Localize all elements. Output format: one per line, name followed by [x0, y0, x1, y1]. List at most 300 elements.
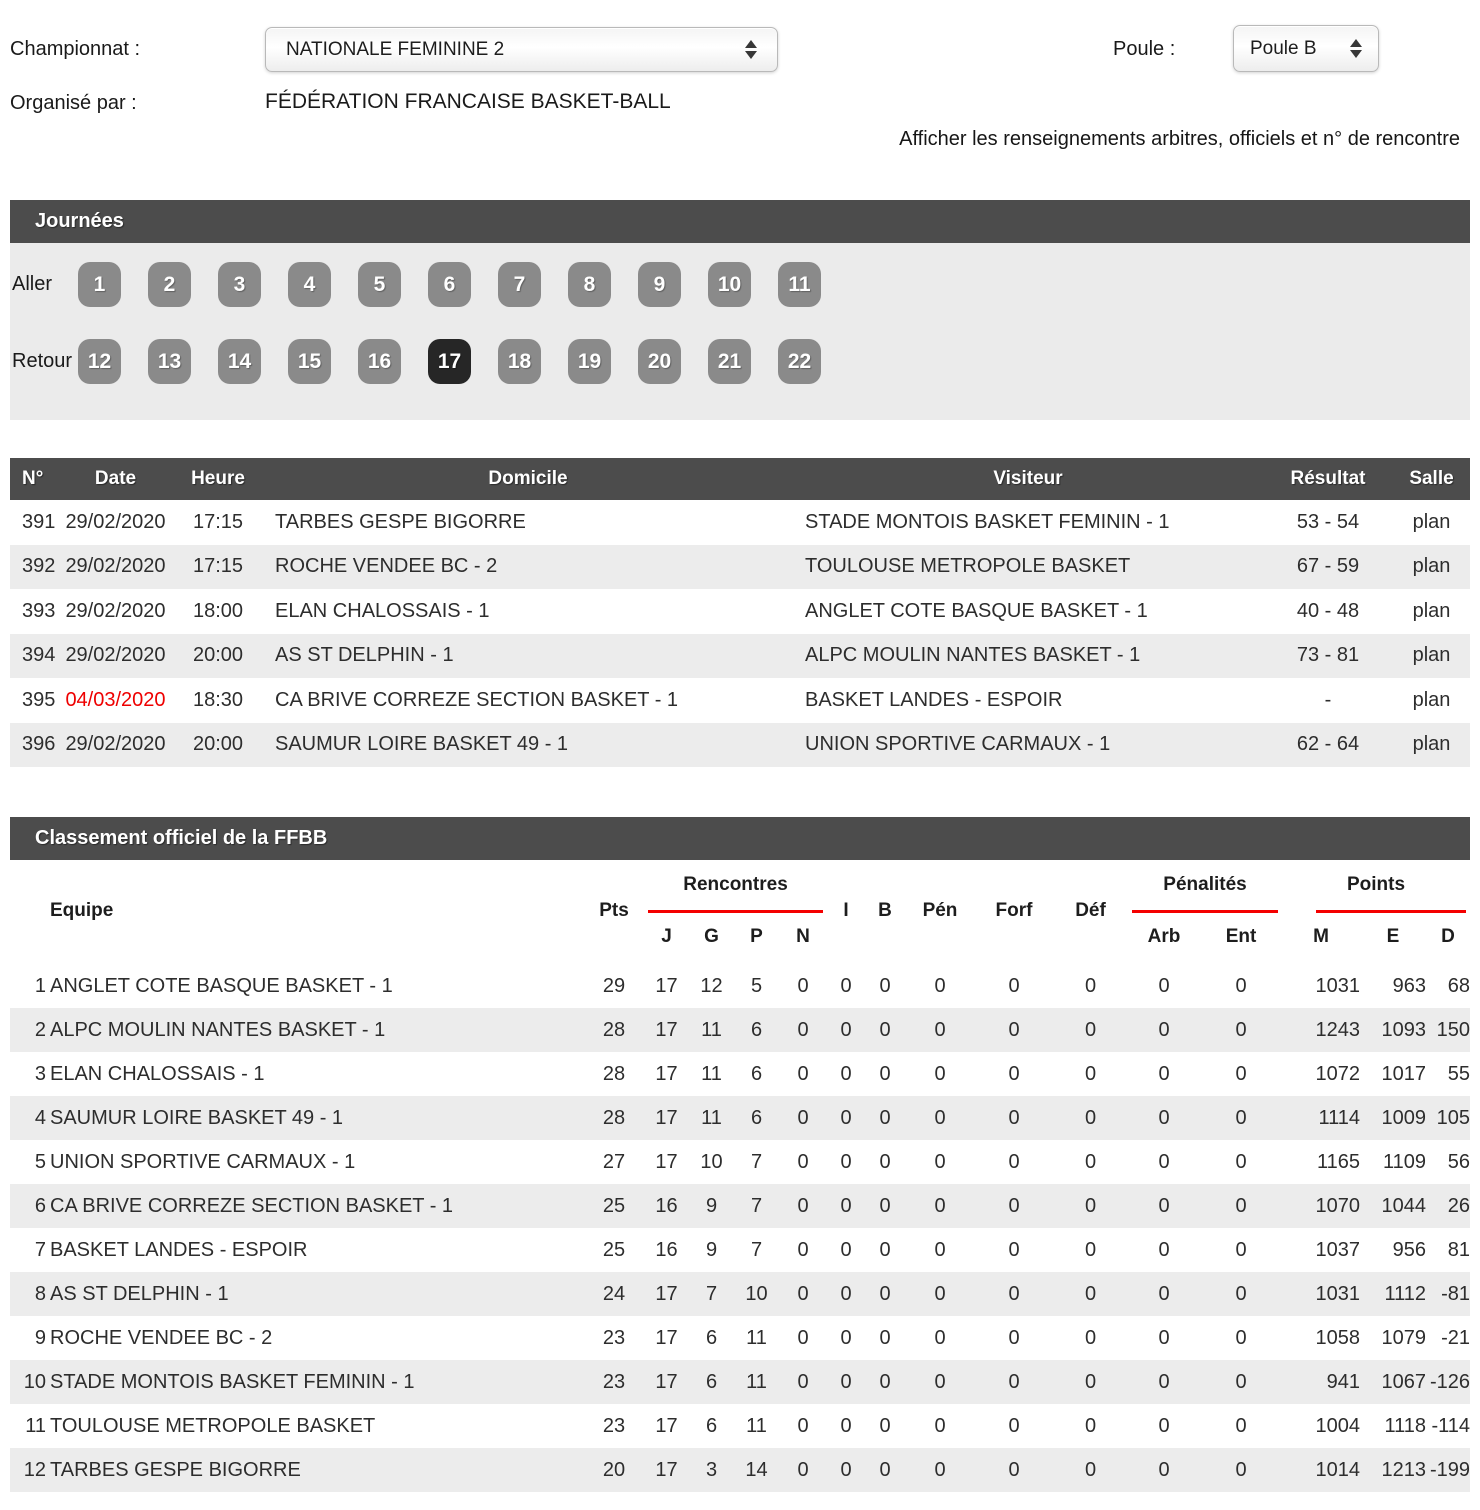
standing-d: -114	[1431, 1414, 1470, 1437]
standing-team: CA BRIVE CORREZE SECTION BASKET - 1	[50, 1194, 454, 1217]
standing-d: -199	[1429, 1458, 1470, 1481]
standing-i: 0	[840, 1370, 852, 1393]
standing-n: 0	[797, 1238, 809, 1261]
standing-d: 55	[1447, 1062, 1470, 1085]
standing-m: 1014	[1315, 1458, 1360, 1481]
standing-m: 1114	[1318, 1106, 1360, 1129]
standing-pts: 29	[602, 974, 626, 997]
home-team: CA BRIVE CORREZE SECTION BASKET - 1	[275, 688, 679, 711]
standing-j: 16	[655, 1238, 678, 1261]
standing-ent: 0	[1235, 1106, 1247, 1129]
col-arb: Arb	[1147, 926, 1181, 947]
standing-forf: 0	[1008, 1106, 1020, 1129]
match-time: 18:00	[192, 599, 244, 622]
standing-pen: 0	[934, 1414, 946, 1437]
standing-pen: 0	[934, 1150, 946, 1173]
retour-buttons	[78, 339, 821, 384]
match-row	[10, 589, 1470, 634]
standing-e: 1213	[1381, 1458, 1426, 1481]
standing-d: 105	[1436, 1106, 1470, 1129]
standing-b: 0	[879, 1414, 891, 1437]
standing-row	[10, 1096, 1470, 1140]
match-date: 29/02/2020	[65, 644, 166, 667]
poule-select[interactable]	[1233, 25, 1379, 72]
journee-button-18[interactable]: 18	[498, 339, 541, 384]
standing-e: 1067	[1381, 1370, 1426, 1393]
match-row	[10, 545, 1470, 590]
standing-p: 10	[745, 1282, 768, 1305]
organise-label: Organisé par :	[10, 92, 137, 114]
standing-pts: 27	[602, 1150, 626, 1173]
standing-team: ROCHE VENDEE BC - 2	[50, 1326, 273, 1349]
standing-n: 0	[797, 1106, 809, 1129]
standing-arb: 0	[1158, 1238, 1170, 1261]
standing-i: 0	[840, 1458, 852, 1481]
plan-link[interactable]: plan	[1412, 733, 1451, 756]
standing-b: 0	[879, 1106, 891, 1129]
match-date: 29/02/2020	[65, 510, 166, 533]
standing-n: 0	[797, 1194, 809, 1217]
standing-e: 956	[1392, 1238, 1426, 1261]
standing-d: -81	[1441, 1282, 1470, 1305]
journees-title: Journées	[10, 200, 1470, 243]
standing-i: 0	[840, 1062, 852, 1085]
match-number: 396	[22, 733, 56, 756]
filter-area	[0, 0, 1480, 200]
standing-b: 0	[879, 1238, 891, 1261]
standing-forf: 0	[1008, 1458, 1020, 1481]
standing-rank: 1	[34, 974, 46, 997]
group-rencontres: Rencontres	[683, 874, 788, 895]
standing-j: 17	[655, 974, 678, 997]
standing-b: 0	[879, 1370, 891, 1393]
standing-arb: 0	[1158, 974, 1170, 997]
standing-arb: 0	[1158, 1370, 1170, 1393]
select-arrows-icon	[745, 40, 757, 59]
standing-row	[10, 1272, 1470, 1316]
penalites-underline	[1132, 910, 1278, 913]
standing-team: AS ST DELPHIN - 1	[50, 1282, 229, 1305]
standing-j: 17	[655, 1458, 678, 1481]
match-number: 391	[22, 510, 56, 533]
standing-pen: 0	[934, 1018, 946, 1041]
home-team: TARBES GESPE BIGORRE	[275, 510, 526, 533]
standing-pen: 0	[934, 1106, 946, 1129]
standing-i: 0	[840, 1194, 852, 1217]
standing-row	[10, 1184, 1470, 1228]
standing-ent: 0	[1235, 1018, 1247, 1041]
journee-button-19[interactable]: 19	[568, 339, 611, 384]
standing-pen: 0	[934, 1238, 946, 1261]
plan-link[interactable]: plan	[1412, 599, 1451, 622]
standing-team: ALPC MOULIN NANTES BASKET - 1	[50, 1018, 386, 1041]
visitor-team: UNION SPORTIVE CARMAUX - 1	[805, 733, 1111, 756]
standing-def: 0	[1084, 1194, 1097, 1217]
afficher-renseignements-link[interactable]: Afficher les renseignements arbitres, officiels et n° de rencontre	[899, 128, 1460, 150]
col-def: Déf	[1075, 900, 1106, 921]
journee-button-20[interactable]: 20	[638, 339, 681, 384]
standing-ent: 0	[1235, 1370, 1247, 1393]
standing-ent: 0	[1235, 1150, 1247, 1173]
standing-d: 56	[1447, 1150, 1470, 1173]
standing-ent: 0	[1235, 1282, 1247, 1305]
journee-button-13[interactable]: 13	[148, 339, 191, 384]
journee-button-4[interactable]: 4	[288, 262, 331, 307]
standing-p: 11	[746, 1414, 767, 1437]
standing-team: SAUMUR LOIRE BASKET 49 - 1	[50, 1106, 344, 1129]
journee-button-3[interactable]: 3	[218, 262, 261, 307]
standing-rank: 5	[34, 1150, 46, 1173]
standing-p: 7	[750, 1194, 763, 1217]
standing-j: 17	[655, 1062, 678, 1085]
standing-team: ELAN CHALOSSAIS - 1	[50, 1062, 265, 1085]
visitor-team: ANGLET COTE BASQUE BASKET - 1	[805, 599, 1148, 622]
match-time: 20:00	[192, 644, 244, 667]
standing-i: 0	[840, 1282, 852, 1305]
standing-forf: 0	[1008, 1018, 1020, 1041]
standing-g: 9	[705, 1238, 718, 1261]
standing-p: 6	[750, 1018, 763, 1041]
standing-arb: 0	[1158, 1194, 1170, 1217]
journee-button-9[interactable]: 9	[638, 262, 681, 307]
standing-ent: 0	[1235, 1238, 1247, 1261]
standing-b: 0	[879, 1458, 891, 1481]
standing-pen: 0	[934, 1458, 946, 1481]
col-pts: Pts	[599, 900, 629, 921]
standing-n: 0	[797, 1282, 809, 1305]
standing-p: 6	[750, 1106, 763, 1129]
journees-panel	[10, 200, 1470, 420]
standing-j: 17	[655, 1106, 678, 1129]
standing-pen: 0	[934, 1194, 946, 1217]
standing-j: 17	[655, 1150, 678, 1173]
match-score: 67 - 59	[1296, 555, 1360, 578]
journee-button-17[interactable]: 17	[428, 339, 471, 384]
standing-pen: 0	[934, 1062, 946, 1085]
journee-button-21[interactable]: 21	[708, 339, 751, 384]
match-date: 29/02/2020	[65, 733, 166, 756]
match-row	[10, 634, 1470, 679]
match-date: 04/03/2020	[65, 688, 166, 711]
standing-d: 26	[1447, 1194, 1470, 1217]
standing-n: 0	[797, 1370, 809, 1393]
standing-def: 0	[1084, 1370, 1097, 1393]
standing-ent: 0	[1235, 1458, 1247, 1481]
standing-d: 81	[1447, 1238, 1470, 1261]
col-e: E	[1386, 926, 1400, 947]
standing-forf: 0	[1008, 1370, 1020, 1393]
standing-b: 0	[879, 1018, 891, 1041]
poule-select-value: Poule B	[1250, 37, 1317, 59]
standing-pen: 0	[934, 974, 946, 997]
standing-g: 7	[705, 1282, 718, 1305]
standing-pts: 24	[602, 1282, 626, 1305]
journee-button-1[interactable]: 1	[78, 262, 121, 307]
standing-arb: 0	[1158, 1106, 1170, 1129]
standing-def: 0	[1084, 1326, 1097, 1349]
standing-ent: 0	[1235, 1194, 1247, 1217]
retour-label: Retour	[12, 350, 73, 372]
standing-g: 11	[701, 1106, 722, 1129]
standing-b: 0	[879, 1194, 891, 1217]
standing-row	[10, 1140, 1470, 1184]
standing-i: 0	[840, 1150, 852, 1173]
standing-ent: 0	[1235, 1414, 1247, 1437]
standing-g: 11	[701, 1018, 722, 1041]
standing-p: 11	[746, 1326, 767, 1349]
group-penalites: Pénalités	[1163, 874, 1247, 895]
col-d: D	[1441, 926, 1455, 947]
match-time: 18:30	[192, 688, 244, 711]
standing-n: 0	[797, 1062, 809, 1085]
aller-label: Aller	[12, 273, 53, 295]
standing-b: 0	[879, 1282, 891, 1305]
col-ent: Ent	[1225, 926, 1257, 947]
standing-g: 10	[700, 1150, 723, 1173]
standing-p: 7	[750, 1238, 763, 1261]
standing-forf: 0	[1008, 1326, 1020, 1349]
classement-title: Classement officiel de la FFBB	[10, 817, 1470, 860]
journee-button-16[interactable]: 16	[358, 339, 401, 384]
standing-g: 12	[700, 974, 723, 997]
plan-link[interactable]: plan	[1412, 644, 1451, 667]
standing-pen: 0	[934, 1282, 946, 1305]
standing-pts: 28	[602, 1062, 626, 1085]
match-time: 17:15	[192, 555, 244, 578]
results-rows	[10, 500, 1470, 767]
standing-i: 0	[840, 1238, 852, 1261]
home-team: AS ST DELPHIN - 1	[275, 644, 454, 667]
match-number: 393	[22, 599, 56, 622]
standing-j: 17	[655, 1282, 678, 1305]
standing-p: 5	[750, 974, 763, 997]
col-j: J	[661, 926, 672, 947]
standing-forf: 0	[1008, 974, 1020, 997]
standing-forf: 0	[1008, 1238, 1020, 1261]
standing-pts: 25	[602, 1194, 626, 1217]
standing-forf: 0	[1008, 1150, 1020, 1173]
standing-arb: 0	[1158, 1282, 1170, 1305]
journee-button-5[interactable]: 5	[358, 262, 401, 307]
standing-def: 0	[1084, 1458, 1097, 1481]
match-score: 53 - 54	[1296, 510, 1360, 533]
championnat-select-value: NATIONALE FEMININE 2	[286, 38, 505, 60]
standing-arb: 0	[1158, 1414, 1170, 1437]
standing-rank: 6	[34, 1194, 46, 1217]
results-table	[10, 458, 1470, 767]
standing-row	[10, 964, 1470, 1008]
standing-arb: 0	[1158, 1458, 1170, 1481]
standing-n: 0	[797, 1150, 809, 1173]
standing-rank: 4	[34, 1106, 46, 1129]
standing-i: 0	[840, 974, 852, 997]
standing-ent: 0	[1235, 1062, 1247, 1085]
standing-rank: 8	[34, 1282, 46, 1305]
standing-row	[10, 1448, 1470, 1492]
journee-button-7[interactable]: 7	[498, 262, 541, 307]
standing-pts: 20	[602, 1458, 626, 1481]
poule-label: Poule :	[1113, 38, 1176, 60]
points-underline	[1316, 910, 1466, 913]
match-number: 392	[22, 555, 56, 578]
standing-row	[10, 1404, 1470, 1448]
journee-button-22[interactable]: 22	[778, 339, 821, 384]
standing-n: 0	[797, 1018, 809, 1041]
match-score: 62 - 64	[1296, 733, 1360, 756]
standing-def: 0	[1084, 1150, 1097, 1173]
standing-n: 0	[797, 1458, 809, 1481]
standing-ent: 0	[1235, 974, 1247, 997]
standing-g: 6	[705, 1326, 718, 1349]
standing-def: 0	[1084, 1414, 1097, 1437]
standing-def: 0	[1084, 974, 1097, 997]
standing-rank: 11	[25, 1414, 46, 1437]
classement-panel	[10, 817, 1470, 1492]
standing-m: 1031	[1315, 1282, 1360, 1305]
standing-forf: 0	[1008, 1282, 1020, 1305]
journee-button-15[interactable]: 15	[288, 339, 331, 384]
plan-link[interactable]: plan	[1412, 510, 1451, 533]
match-row	[10, 678, 1470, 723]
journee-button-8[interactable]: 8	[568, 262, 611, 307]
journee-button-14[interactable]: 14	[218, 339, 261, 384]
match-score: -	[1324, 688, 1332, 711]
col-m: M	[1313, 926, 1329, 947]
standing-m: 1070	[1315, 1194, 1360, 1217]
standing-rank: 12	[23, 1458, 46, 1481]
standing-def: 0	[1084, 1018, 1097, 1041]
standing-pen: 0	[934, 1370, 946, 1393]
championnat-select[interactable]	[265, 27, 778, 72]
standing-forf: 0	[1008, 1414, 1020, 1437]
standing-rank: 7	[34, 1238, 46, 1261]
col-i: I	[843, 900, 849, 921]
col-pen: Pén	[922, 900, 958, 921]
standing-m: 1243	[1315, 1018, 1360, 1041]
classement-rows	[10, 964, 1470, 1492]
home-team: ELAN CHALOSSAIS - 1	[275, 599, 490, 622]
visitor-team: ALPC MOULIN NANTES BASKET - 1	[805, 644, 1141, 667]
standing-row	[10, 1316, 1470, 1360]
col-resultat: Résultat	[1290, 468, 1366, 489]
standing-team: ANGLET COTE BASQUE BASKET - 1	[50, 974, 393, 997]
journee-button-6[interactable]: 6	[428, 262, 471, 307]
standing-arb: 0	[1158, 1326, 1170, 1349]
standing-n: 0	[797, 974, 809, 997]
standing-arb: 0	[1158, 1150, 1170, 1173]
standing-rank: 2	[34, 1018, 46, 1041]
standing-pts: 23	[602, 1326, 626, 1349]
standing-e: 1079	[1381, 1326, 1426, 1349]
standing-row	[10, 1008, 1470, 1052]
match-number: 395	[22, 688, 56, 711]
standing-m: 1037	[1315, 1238, 1360, 1261]
standing-e: 963	[1392, 974, 1426, 997]
standing-j: 16	[655, 1194, 678, 1217]
standing-pen: 0	[934, 1326, 946, 1349]
col-n: N	[796, 926, 810, 947]
standing-j: 17	[655, 1326, 678, 1349]
standing-e: 1044	[1381, 1194, 1426, 1217]
rencontres-underline	[648, 910, 823, 913]
select-arrows-icon	[1350, 39, 1362, 58]
col-b: B	[878, 900, 892, 921]
standing-b: 0	[879, 1062, 891, 1085]
match-score: 40 - 48	[1296, 599, 1360, 622]
home-team: SAUMUR LOIRE BASKET 49 - 1	[275, 733, 569, 756]
standing-pts: 23	[602, 1414, 626, 1437]
standing-m: 1165	[1316, 1150, 1360, 1173]
journees-body	[10, 243, 1470, 420]
standing-n: 0	[797, 1414, 809, 1437]
standing-g: 11	[701, 1062, 722, 1085]
match-date: 29/02/2020	[65, 599, 166, 622]
journee-button-12[interactable]: 12	[78, 339, 121, 384]
organise-value: FÉDÉRATION FRANCAISE BASKET-BALL	[265, 90, 671, 113]
standing-g: 6	[705, 1414, 718, 1437]
standing-d: 68	[1447, 974, 1470, 997]
standing-def: 0	[1084, 1238, 1097, 1261]
match-time: 17:15	[192, 510, 244, 533]
standing-row	[10, 1360, 1470, 1404]
standing-p: 11	[746, 1370, 767, 1393]
standing-p: 7	[750, 1150, 763, 1173]
visitor-team: TOULOUSE METROPOLE BASKET	[805, 555, 1131, 578]
standing-n: 0	[797, 1326, 809, 1349]
championnat-label: Championnat :	[10, 38, 141, 60]
standing-m: 941	[1326, 1370, 1360, 1393]
standing-d: -126	[1429, 1370, 1470, 1393]
journee-button-2[interactable]: 2	[148, 262, 191, 307]
standing-def: 0	[1084, 1106, 1097, 1129]
plan-link[interactable]: plan	[1412, 688, 1451, 711]
journee-button-10[interactable]: 10	[708, 262, 751, 307]
standing-d: 150	[1436, 1018, 1470, 1041]
col-g: G	[704, 926, 719, 947]
standing-team: UNION SPORTIVE CARMAUX - 1	[50, 1150, 356, 1173]
standing-i: 0	[840, 1106, 852, 1129]
standing-forf: 0	[1008, 1194, 1020, 1217]
col-heure: Heure	[191, 468, 245, 489]
standing-e: 1009	[1381, 1106, 1426, 1129]
standing-arb: 0	[1158, 1018, 1170, 1041]
col-forf: Forf	[995, 900, 1033, 921]
standing-g: 3	[705, 1458, 718, 1481]
standing-j: 17	[655, 1370, 678, 1393]
standing-team: STADE MONTOIS BASKET FEMININ - 1	[50, 1370, 415, 1393]
standing-e: 1017	[1381, 1062, 1426, 1085]
match-date: 29/02/2020	[65, 555, 166, 578]
standing-team: BASKET LANDES - ESPOIR	[50, 1238, 308, 1261]
standing-j: 17	[655, 1018, 678, 1041]
standing-m: 1072	[1315, 1062, 1360, 1085]
plan-link[interactable]: plan	[1412, 555, 1451, 578]
col-num: N°	[22, 468, 44, 489]
match-row	[10, 500, 1470, 545]
standing-team: TOULOUSE METROPOLE BASKET	[50, 1414, 376, 1437]
standing-row	[10, 1052, 1470, 1096]
standing-e: 1118	[1384, 1414, 1426, 1437]
standing-i: 0	[840, 1326, 852, 1349]
standing-def: 0	[1084, 1282, 1097, 1305]
standing-pts: 28	[602, 1106, 626, 1129]
standing-m: 1031	[1315, 974, 1360, 997]
col-salle: Salle	[1409, 468, 1454, 489]
journee-button-11[interactable]: 11	[778, 262, 821, 307]
standing-ent: 0	[1235, 1326, 1247, 1349]
results-header	[10, 458, 1470, 500]
standing-rank: 9	[34, 1326, 46, 1349]
